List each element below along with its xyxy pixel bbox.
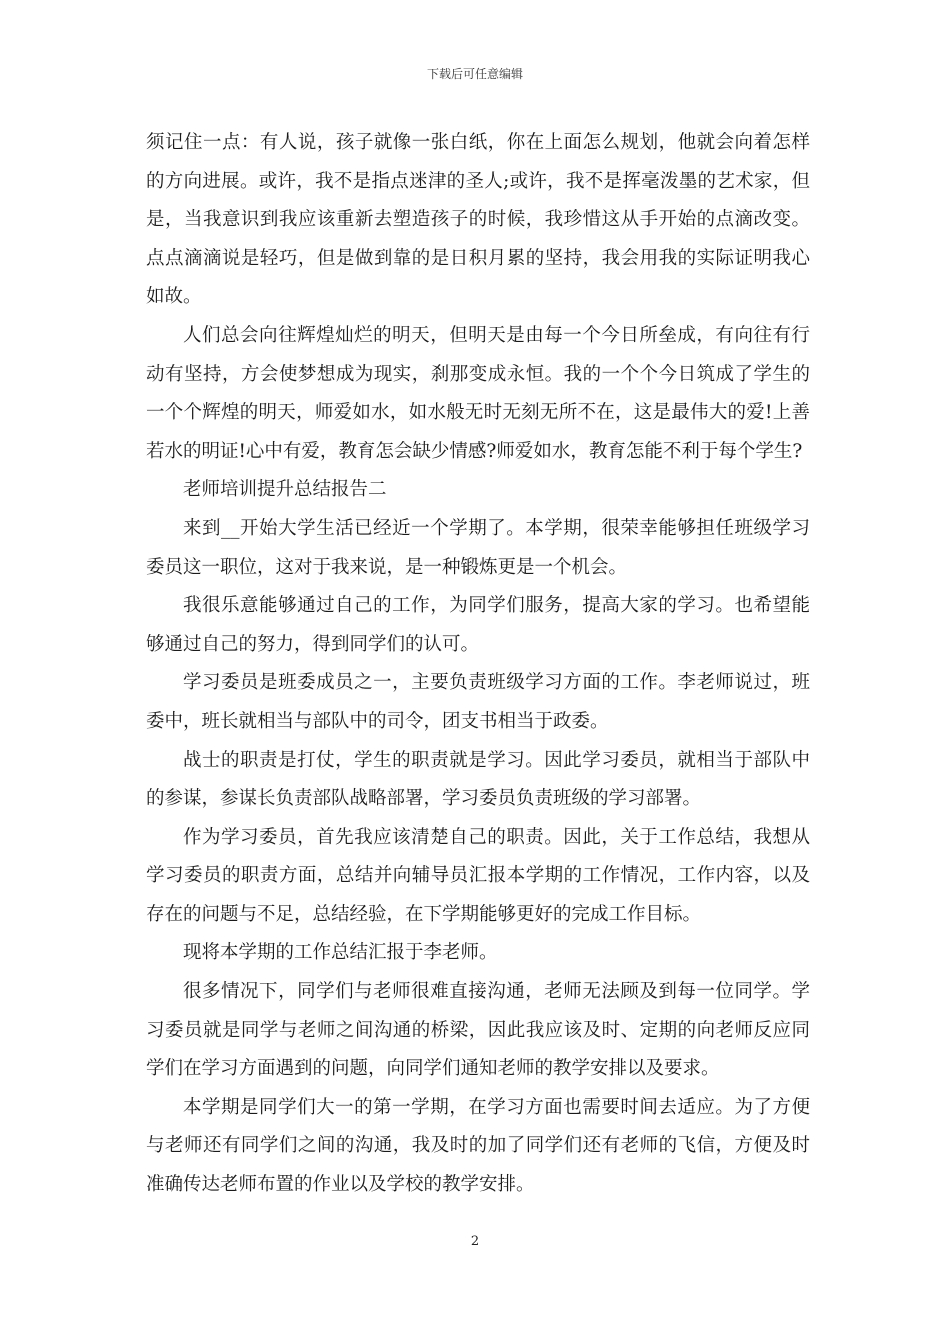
body-paragraph: 来到__开始大学生活已经近一个学期了。本学期，很荣幸能够担任班级学习委员这一职位，这对于我来说，是一种锻炼更是一个机会。: [146, 517, 810, 578]
body-paragraph: 作为学习委员，首先我应该清楚自己的职责。因此，关于工作总结，我想从学习委员的职责方面，总结并向辅导员汇报本学期的工作情况，工作内容，以及存在的问题与不足，总结经验，在下学期能够更好的完成工作目标。: [146, 826, 810, 925]
body-paragraph: 战士的职责是打仗，学生的职责就是学习。因此学习委员，就相当于部队中的参谋，参谋长负责部队战略部署，学习委员负责班级的学习部署。: [146, 749, 810, 810]
page-number: 2: [470, 1234, 480, 1249]
body-paragraph: 学习委员是班委成员之一，主要负责班级学习方面的工作。李老师说过，班委中，班长就相当与部队中的司令，团支书相当于政委。: [146, 672, 810, 732]
document-body: [146, 124, 810, 1205]
body-paragraph: 须记住一点：有人说，孩子就像一张白纸，你在上面怎么规划，他就会向着怎样的方向进展。或许，我不是指点迷津的圣人;或许，我不是挥毫泼墨的艺术家，但是，当我意识到我应该重新去塑造孩子的时候，我珍惜这从手开始的点滴改变。点点滴滴说是轻巧，但是做到靠的是日积月累的坚持，我会用我的实际证明我心如故。: [146, 132, 810, 308]
body-paragraph: 很多情况下，同学们与老师很难直接沟通，老师无法顾及到每一位同学。学习委员就是同学与老师之间沟通的桥梁，因此我应该及时、定期的向老师反应同学们在学习方面遇到的问题，向同学们通知老师的教学安排以及要求。: [146, 981, 810, 1080]
body-paragraph: 人们总会向往辉煌灿烂的明天，但明天是由每一个今日所垒成，有向往有行动有坚持，方会使梦想成为现实，刹那变成永恒。我的一个个今日筑成了学生的一个个辉煌的明天，师爱如水，如水般无时无刻无所不在，这是最伟大的爱!上善若水的明证!心中有爱，教育怎会缺少情感?师爱如水，教育怎能不利于每个学生?: [146, 324, 810, 462]
body-paragraph: 本学期是同学们大一的第一学期，在学习方面也需要时间去适应。为了方便与老师还有同学们之间的沟通，我及时的加了同学们还有老师的飞信，方便及时准确传达老师布置的作业以及学校的教学安排。: [146, 1096, 810, 1196]
body-paragraph: 现将本学期的工作总结汇报于李老师。: [183, 942, 498, 964]
page-header: 下载后可任意编辑: [426, 67, 523, 81]
section-title: 老师培训提升总结报告二: [183, 479, 387, 501]
body-paragraph: 我很乐意能够通过自己的工作，为同学们服务，提高大家的学习。也希望能够通过自己的努力，得到同学们的认可。: [146, 595, 810, 655]
